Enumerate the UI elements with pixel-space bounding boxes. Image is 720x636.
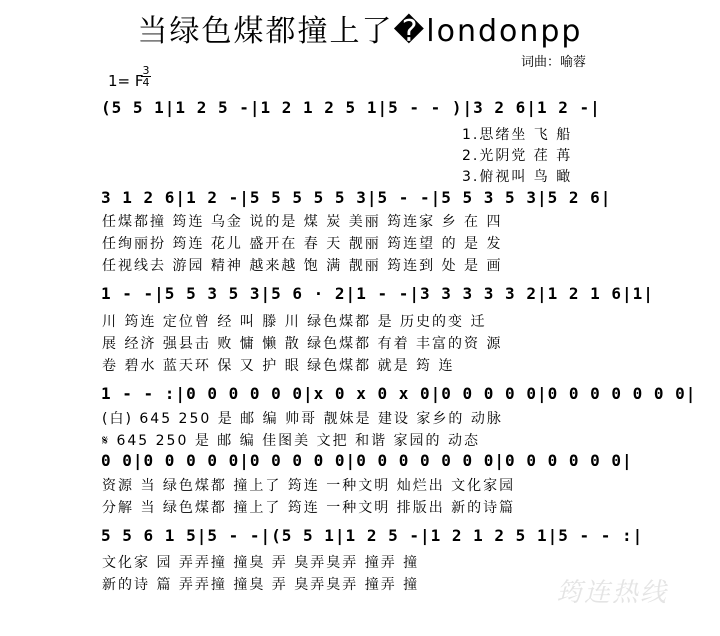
lyric-line: 新的诗 篇 弄弄撞 撞臭 弄 臭弄臭弄 撞弄 撞: [102, 577, 420, 593]
lyric-line: 任煤都撞 筠连 乌金 说的是 煤 炭 美丽 筠连家 乡 在 四: [102, 214, 503, 230]
meter-numerator: 3: [142, 64, 150, 77]
verse-marker-1: 1.思绪坐 飞 船: [462, 127, 573, 143]
score-line-4: 1 - - :|0 0 0 0 0 0|x 0 x 0 x 0|0 0 0 0 0|0 0 0 0 0 0 0|: [101, 383, 697, 403]
score-line-3: 1 - -|5 5 3 5 3|5 6 · 2|1 - -|3 3 3 3 3 2|1 2 1 6|1|: [101, 283, 654, 303]
score-line-5: 0 0|0 0 0 0 0|0 0 0 0 0|0 0 0 0 0 0 0|0 0 0 0 0 0|: [101, 450, 633, 470]
score-line-1: (5 5 1|1 2 5 -|1 2 1 2 5 1|5 - - )|3 2 6|1 2 -|: [101, 97, 601, 117]
verse-marker-3: 3.俯视叫 鸟 瞰: [462, 169, 573, 185]
lyric-line: 任视线去 游园 精神 越来越 饱 满 靓丽 筠连到 处 是 画: [102, 258, 503, 274]
lyric-line: 卷 碧水 蓝天环 保 又 护 眼 绿色煤都 就是 筠 连: [102, 358, 455, 374]
lyric-line: 展 经济 强县击 败 慵 懒 散 绿色煤都 有着 丰富的资 源: [102, 336, 503, 352]
lyric-line: 任绚丽扮 筠连 花儿 盛开在 春 天 靓丽 筠连望 的 是 发: [102, 236, 503, 252]
lyric-line: 𝄋 645 250 是 邮 编 佳图美 文把 和谐 家园的 动态: [102, 433, 480, 449]
score-line-6: 5 5 6 1 5|5 - -|(5 5 1|1 2 5 -|1 2 1 2 5 1|5 - - :|: [101, 525, 644, 545]
time-signature: [141, 65, 151, 88]
lyric-line: 资源 当 绿色煤都 撞上了 筠连 一种文明 灿烂出 文化家园: [102, 478, 516, 494]
credits: 词曲：喻蓉: [521, 55, 587, 70]
lyric-line: 川 筠连 定位曾 经 叫 滕 川 绿色煤都 是 历史的变 迁: [102, 314, 487, 330]
lyric-line: 分解 当 绿色煤都 撞上了 筠连 一种文明 排版出 新的诗篇: [102, 500, 516, 516]
key-signature: 1= F: [108, 72, 144, 90]
watermark: 筠连热线: [556, 578, 669, 608]
meter-denominator: 4: [142, 76, 150, 89]
lyric-line: 文化家 园 弄弄撞 撞臭 弄 臭弄臭弄 撞弄 撞: [102, 555, 420, 571]
score-line-2: 3 1 2 6|1 2 -|5 5 5 5 5 3|5 - -|5 5 3 5 3|5 2 6|: [101, 187, 612, 207]
song-title: 当绿色煤都撞上了�londonpp: [137, 14, 583, 49]
verse-marker-2: 2.光阴党 荏 苒: [462, 148, 573, 164]
lyric-line: (白) 645 250 是 邮 编 帅哥 靓妹是 建设 家乡的 动脉: [102, 411, 503, 427]
